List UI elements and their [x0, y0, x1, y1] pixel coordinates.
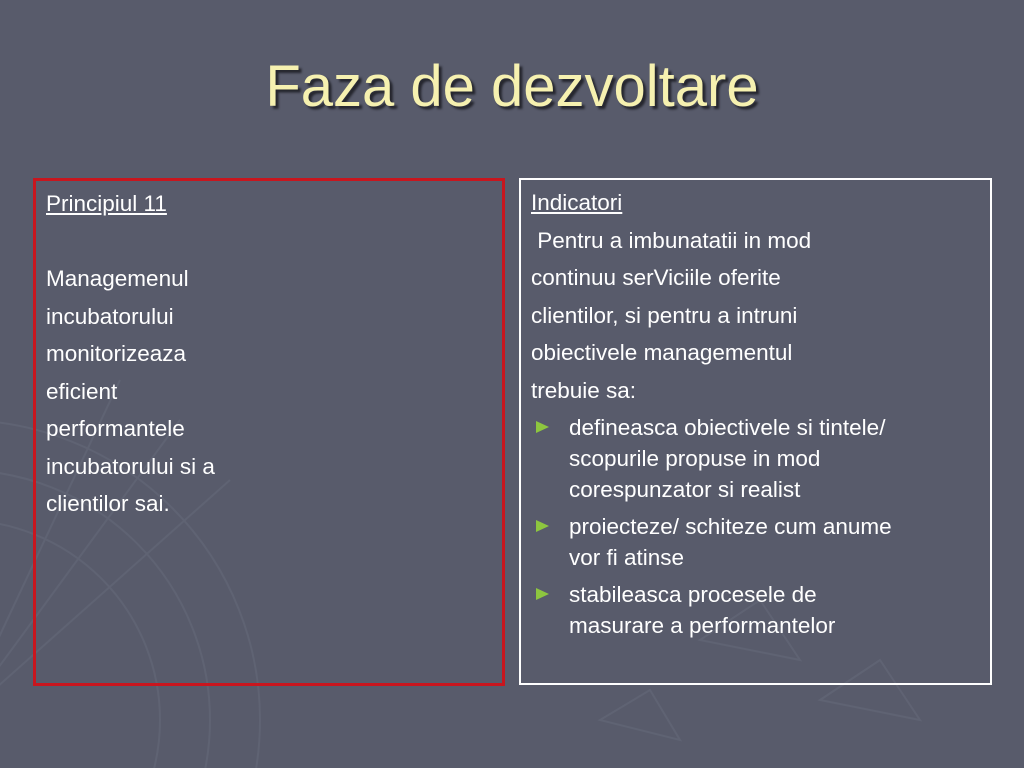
triangle-arrow-right-icon [536, 520, 549, 532]
principle-line: eficient [46, 378, 118, 404]
principle-box [33, 178, 505, 686]
bullet-text: proiecteze/ schiteze cum anume vor fi atinse [569, 514, 892, 570]
bullet-item [531, 412, 980, 505]
triangle-arrow-right-icon [536, 588, 549, 600]
principle-line: incubatorului si a [46, 453, 215, 479]
indicators-line: clientilor, si pentru a intruni [531, 302, 798, 328]
bullet-item [531, 579, 980, 641]
indicators-line: continuu serViciile oferite [531, 265, 781, 290]
principle-line: Managemenul [46, 266, 189, 291]
principle-line: incubatorului [46, 303, 174, 329]
bullet-text: defineasca obiectivele si tintele/ scopurile propuse in mod corespunzator si realist [569, 415, 886, 502]
indicators-heading: Indicatori [531, 190, 623, 215]
principle-line: monitorizeaza [46, 341, 187, 366]
indicators-line: trebuie sa: [531, 377, 637, 403]
bullet-text: stabileasca procesele de masurare a performantelor [569, 582, 836, 638]
slide-title: Faza de dezvoltare [265, 54, 759, 119]
blank-line [46, 223, 492, 261]
indicators-box [519, 178, 992, 685]
indicators-line: obiectivele managementul [531, 340, 793, 365]
principle-heading: Principiul 11 [46, 191, 167, 216]
indicators-line: Pentru a imbunatatii in mod [531, 227, 812, 253]
principle-line: performantele [46, 416, 185, 441]
indicators-bullet-list [531, 412, 980, 641]
triangle-arrow-right-icon [536, 421, 549, 433]
principle-line: clientilor sai. [46, 491, 170, 516]
bullet-item [531, 511, 980, 573]
